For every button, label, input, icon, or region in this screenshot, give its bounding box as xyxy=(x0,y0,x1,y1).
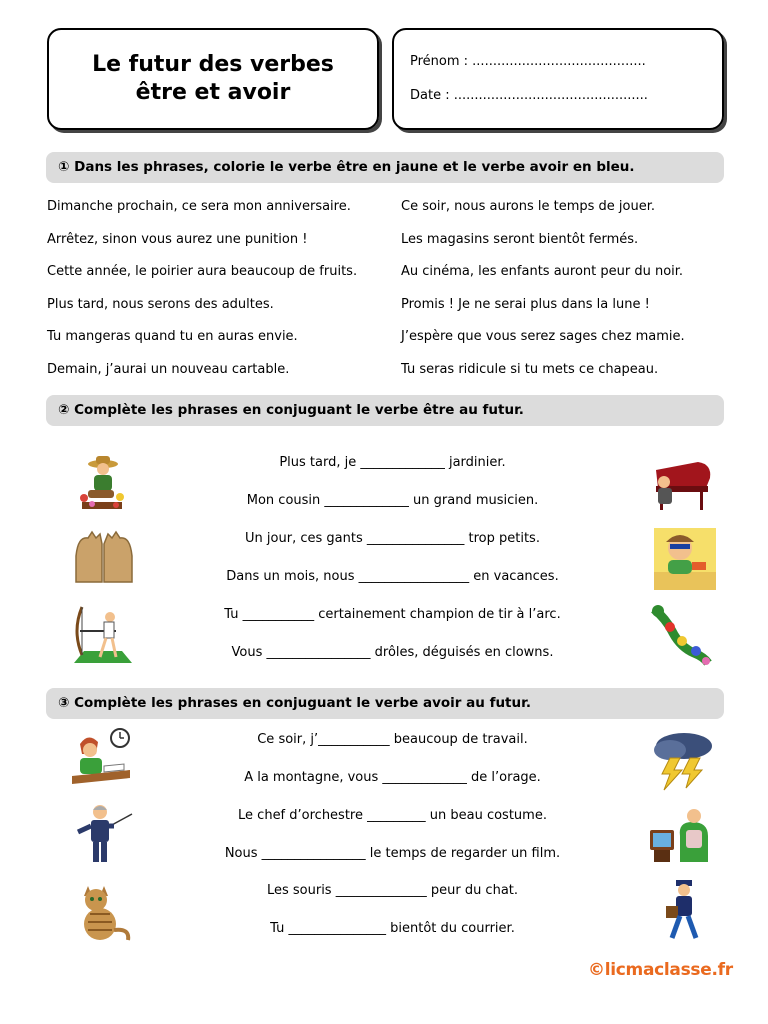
name-date-box xyxy=(392,28,724,130)
ex2-sentence: Un jour, ces gants _______________ trop petits. xyxy=(245,531,540,546)
ex3-sentence: A la montagne, vous _____________ de l’orage. xyxy=(244,770,541,785)
ex1-right-sentence: Tu seras ridicule si tu mets ce chapeau. xyxy=(401,362,659,377)
ex1-right-sentence: Au cinéma, les enfants auront peur du noir. xyxy=(401,264,684,279)
exercise1-instruction: ① Dans les phrases, colorie le verbe être en jaune et le verbe avoir en bleu. xyxy=(46,152,724,183)
ex3-sentence: Les souris ______________ peur du chat. xyxy=(266,883,519,898)
ex1-right-sentence: Les magasins seront bientôt fermés. xyxy=(401,232,639,247)
prenom-field[interactable]: Prénom : .......................................... xyxy=(410,54,646,69)
ex1-right-sentence: J’espère que vous serez sages chez mamie. xyxy=(401,329,685,344)
storm-icon xyxy=(650,728,716,794)
ex1-left-sentence: Demain, j’aurai un nouveau cartable. xyxy=(47,362,290,377)
ex1-left-sentence: Tu mangeras quand tu en auras envie. xyxy=(47,329,298,344)
ex3-sentence: Ce soir, j’___________ beaucoup de travail. xyxy=(257,732,528,747)
ex3-sentence: Nous ________________ le temps de regarder un film. xyxy=(224,846,561,861)
page-title-line2: être et avoir xyxy=(135,80,291,105)
clown-icon xyxy=(648,601,714,667)
ex1-left-sentence: Arrêtez, sinon vous aurez une punition ! xyxy=(47,232,308,247)
mailman-icon xyxy=(652,878,718,944)
ex3-sentence: Tu _______________ bientôt du courrier. xyxy=(270,921,515,936)
ex3-sentence: Le chef d’orchestre _________ un beau costume. xyxy=(238,808,547,823)
ex1-left-sentence: Plus tard, nous serons des adultes. xyxy=(47,297,274,312)
ex2-sentence: Vous ________________ drôles, déguisés en clowns. xyxy=(231,645,554,660)
ex1-left-sentence: Cette année, le poirier aura beaucoup de fruits. xyxy=(47,264,358,279)
ex2-sentence: Mon cousin _____________ un grand musicien. xyxy=(246,493,539,508)
archer-icon xyxy=(70,601,136,667)
cat-icon xyxy=(70,878,136,944)
date-field[interactable]: Date : ............................................... xyxy=(410,88,648,103)
ex1-right-sentence: Ce soir, nous aurons le temps de jouer. xyxy=(401,199,655,214)
ex1-right-sentence: Promis ! Je ne serai plus dans la lune ! xyxy=(401,297,650,312)
gloves-icon xyxy=(70,526,136,592)
exercise3-instruction: ③ Complète les phrases en conjuguant le verbe avoir au futur. xyxy=(46,688,724,719)
page-title-line1: Le futur des verbes xyxy=(92,52,334,77)
ex1-left-sentence: Dimanche prochain, ce sera mon anniversaire. xyxy=(47,199,351,214)
ex2-sentence: Dans un mois, nous _________________ en vacances. xyxy=(226,569,559,584)
conductor-icon xyxy=(70,800,136,866)
tv-viewer-icon xyxy=(648,802,714,868)
beach-child-icon xyxy=(652,526,718,592)
title-box xyxy=(47,28,379,130)
exercise2-instruction: ② Complète les phrases en conjuguant le verbe être au futur. xyxy=(46,395,724,426)
clicmaclasse-logo: ©licmaclasse.fr xyxy=(588,960,733,980)
piano-icon xyxy=(648,448,714,514)
student-desk-icon xyxy=(68,726,134,792)
gardener-icon xyxy=(70,450,136,516)
ex2-sentence: Tu ___________ certainement champion de tir à l’arc. xyxy=(224,607,561,622)
ex2-sentence: Plus tard, je _____________ jardinier. xyxy=(279,455,506,470)
